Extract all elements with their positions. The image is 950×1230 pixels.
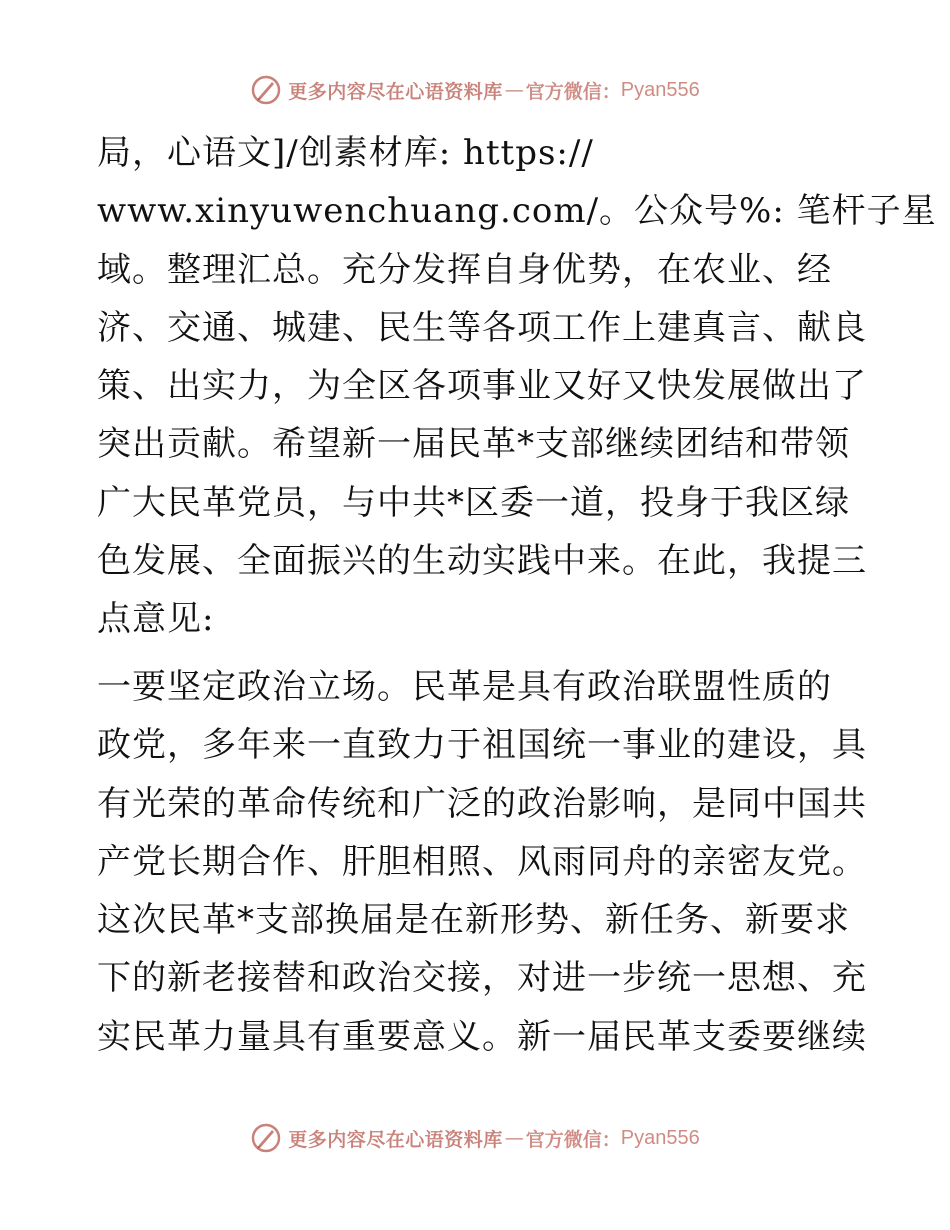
text-line: 点意见: — [97, 599, 215, 640]
text-line: 策、出实力，为全区各项事业又好又快发展做出了 — [97, 366, 867, 407]
banner-brand-text: 更多内容尽在心语资料库 — [288, 1128, 503, 1151]
text-line: 有光荣的革命传统和广泛的政治影响，是同中国共 — [97, 783, 867, 824]
text-line: 济、交通、城建、民生等各项工作上建真言、献良 — [97, 307, 867, 348]
text-line: 局，心语文]/创素材库: https:// — [97, 133, 594, 173]
text-line: www.xinyuwenchuang.com/。公众号%: 笔杆子星 — [97, 191, 937, 232]
quill-logo-icon — [250, 1122, 282, 1154]
banner-wechat-label: 官方微信： — [525, 1128, 621, 1151]
text-line: 广大民革党员，与中共*区委一道，投身于我区绿 — [97, 482, 850, 523]
text-line: 这次民革*支部换届是在新形势、新任务、新要求 — [97, 900, 850, 941]
text-line: 政党，多年来一直致力于祖国统一事业的建设，具 — [97, 725, 867, 766]
text-line: 一要坚定政治立场。民革是具有政治联盟性质的 — [97, 667, 832, 707]
banner-wechat-id: Pyan556 — [620, 78, 700, 101]
text-line: 突出贡献。希望新一届民革*支部继续团结和带领 — [97, 424, 850, 465]
header-banner — [0, 70, 950, 110]
banner-wechat-id: Pyan556 — [620, 1126, 700, 1149]
paragraph-2 — [97, 658, 867, 1066]
paragraph-1 — [97, 124, 937, 649]
banner-separator: — — [504, 1127, 524, 1149]
banner-separator: — — [504, 79, 524, 101]
banner-wechat-label: 官方微信： — [525, 80, 621, 103]
text-line: 产党长期合作、肝胆相照、风雨同舟的亲密友党。 — [97, 841, 867, 882]
footer-banner — [0, 1118, 950, 1158]
quill-logo-icon — [250, 74, 282, 106]
text-line: 实民革力量具有重要意义。新一届民革支委要继续 — [97, 1016, 867, 1057]
text-line: 色发展、全面振兴的生动实践中来。在此，我提三 — [97, 541, 867, 582]
text-line: 域。整理汇总。充分发挥自身优势，在农业、经 — [97, 249, 832, 290]
banner-brand-text: 更多内容尽在心语资料库 — [288, 80, 503, 103]
text-line: 下的新老接替和政治交接，对进一步统一思想、充 — [97, 958, 867, 999]
